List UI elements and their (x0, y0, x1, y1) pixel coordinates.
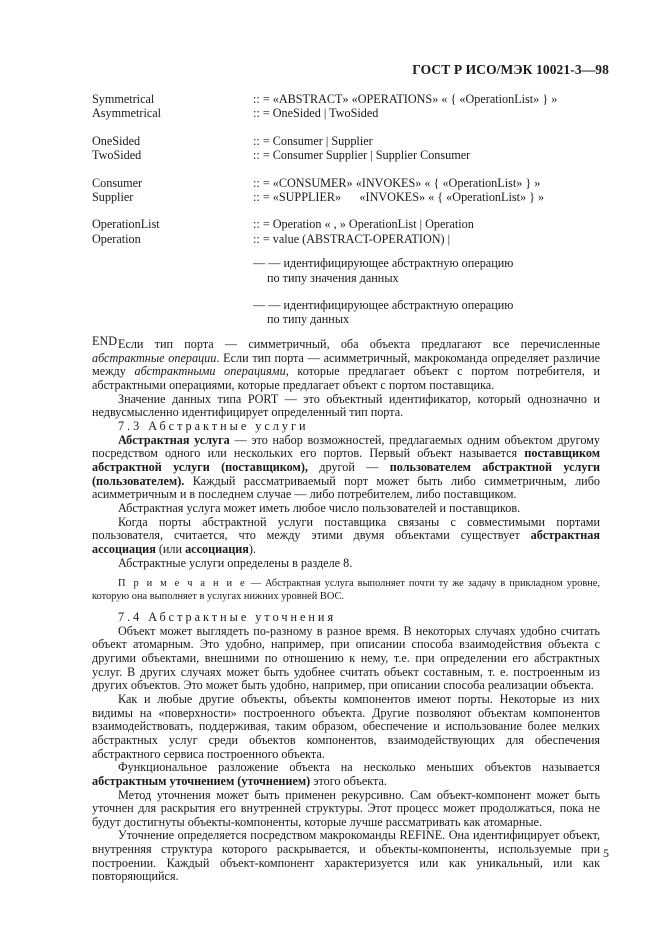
text-run: . Если тип порта — асимметричный, макрокоманда определяет различие между (92, 350, 600, 379)
grammar-row (92, 134, 612, 148)
bold-term: Абстрактная услуга (118, 432, 230, 447)
bold-term: поставщиком абстрактной услуги (поставщиком), (92, 446, 600, 474)
italic-term: абстрактные операции (92, 350, 217, 365)
note-label: П р и м е ч а н и е (118, 578, 247, 590)
grammar-definition: :: = Operation « , » OperationList | Operation (253, 217, 474, 232)
grammar-term: OperationList (92, 217, 160, 232)
grammar-comment (253, 298, 612, 327)
paragraph: Значение данных типа PORT — это объектный идентификатор, который однозначно и недвусмысленно идентифицирует определенный тип порта. (92, 391, 600, 420)
text-run: ). (248, 541, 256, 556)
paragraph (92, 761, 600, 788)
paragraph: Абстрактная услуга может иметь любое число пользователей и поставщиков. (118, 500, 521, 515)
grammar-definition: :: = Consumer Supplier | Supplier Consumer (253, 148, 471, 163)
grammar-definition: :: = Consumer | Supplier (253, 133, 373, 148)
paragraph: Уточнение определяется посредством макрокоманды REFINE. Она идентифицирует объект, внутренняя структура которого раскрывается, и объекты-компоненты, используемые при построении. Каждый объект-компонент характеризуется или как уникальный, или как повторяющийся. (92, 828, 600, 884)
text-run: Когда порты абстрактной услуги поставщика связаны с совместимыми портами пользователя, считается, что между этими двумя объектами существует (92, 514, 600, 543)
bold-term: пользователем абстрактной услуги (пользователем). (92, 459, 600, 488)
grammar-block (92, 92, 612, 348)
section-heading-7-3: 7.3 Абстрактные услуги (118, 418, 309, 433)
grammar-end: END (92, 333, 118, 348)
grammar-definition: :: = «CONSUMER» «INVOKES» « { «OperationList» } » (253, 175, 541, 190)
text-run: Каждый рассматриваемый порт может быть либо симметричным, либо асимметричным и в последнем случае — либо потребителем, либо поставщиком. (92, 473, 600, 502)
paragraph (92, 516, 600, 557)
paragraph: Абстрактные услуги определены в разделе 8. (118, 555, 353, 570)
text-run: Если тип порта — симметричный, оба объекта предлагают все перечисленные (118, 337, 600, 351)
note-text: — Абстрактная услуга выполняет почти ту же задачу в прикладном уровне, которую она выполняет в услугах нижних уровней ВОС. (92, 578, 600, 602)
grammar-definition: :: = «SUPPLIER» «INVOKES» « { «OperationList» } » (253, 190, 545, 205)
body-text (92, 338, 600, 884)
text-run: этого объекта. (310, 773, 387, 788)
comment-line: по типу значения данных (267, 270, 399, 285)
grammar-term: TwoSided (92, 148, 142, 163)
grammar-row (92, 106, 612, 120)
grammar-definition: :: = «ABSTRACT» «OPERATIONS» « { «OperationList» } » (253, 92, 558, 106)
grammar-term: Consumer (92, 175, 143, 190)
bold-term: ассоциация (185, 541, 249, 556)
grammar-row (92, 232, 612, 246)
bold-term: абстрактная ассоциация (92, 528, 600, 556)
paragraph: Как и любые другие объекты, объекты компонентов имеют порты. Некоторые из них видимы на «поверхности» построенного объекта. Другие позволяют объектам компонентов взаимодействовать, поддерживая, таким образом, обеспечение и использование более мелких абстрактных услуг среди объектов компонентов, взаимодействующих для обеспечения абстрактного сервиса построенного объекта. (92, 691, 600, 761)
grammar-row (92, 176, 612, 190)
paragraph (92, 338, 600, 393)
text-run: , которые предлагает объект с портом потребителя, и абстрактными операциями, которые предлагает объект с портом поставщика. (92, 364, 600, 392)
section-heading-7-4: 7.4 Абстрактные уточнения (118, 609, 337, 624)
grammar-definition: :: = value (ABSTRACT-OPERATION) | (253, 231, 451, 246)
grammar-definition: :: = OneSided | TwoSided (253, 106, 379, 121)
comment-line: — — идентифицирующее абстрактную операцию (253, 256, 514, 271)
grammar-row (92, 148, 612, 162)
text-run: (или (155, 541, 186, 556)
paragraph: Объект может выглядеть по-разному в разное время. В некоторых случаях удобно считать объект атомарным. Это удобно, например, при описании способа взаимодействия объекта с другими объектами, внешними по отношению к нему, т.е. при определении его абстрактных услуг. В других случаях может быть удобнее считать объект составным, т. е. построенным из других объектов. Это может быть удобно, например, при описании способа реализации объекта. (92, 623, 600, 693)
grammar-term: OneSided (92, 133, 141, 148)
grammar-term: Operation (92, 231, 141, 246)
comment-line: — — идентифицирующее абстрактную операцию (253, 298, 514, 313)
text-run: — это набор возможностей, предлагаемых одним объектом другому посредством одного или нескольких его портов. Первый объект называется (92, 432, 600, 461)
comment-line: по типу данных (267, 312, 350, 327)
grammar-term: Asymmetrical (92, 106, 162, 121)
paragraph (92, 434, 600, 502)
page-number: 5 (603, 846, 609, 860)
grammar-comment (253, 256, 612, 285)
note (92, 578, 600, 603)
bold-term: абстрактным уточнением (уточнением) (92, 773, 311, 788)
paragraph: Метод уточнения может быть применен рекурсивно. Сам объект-компонент может быть уточнен для раскрытия его внутренней структуры. Этот процесс может продолжаться, пока не будут достигнуты объекты-компоненты, которые лучше рассматривать как атомарные. (92, 787, 600, 829)
standard-header: ГОСТ Р ИСО/МЭК 10021-3—98 (412, 62, 609, 77)
grammar-row (92, 217, 612, 231)
grammar-row (92, 92, 612, 106)
italic-term: абстрактными операциями (134, 364, 286, 379)
grammar-row (92, 190, 612, 204)
grammar-term: Symmetrical (92, 92, 155, 106)
grammar-term: Supplier (92, 190, 134, 205)
text-run: Функциональное разложение объекта на несколько меньших объектов называется (118, 760, 600, 775)
text-run: другой — (307, 459, 390, 474)
